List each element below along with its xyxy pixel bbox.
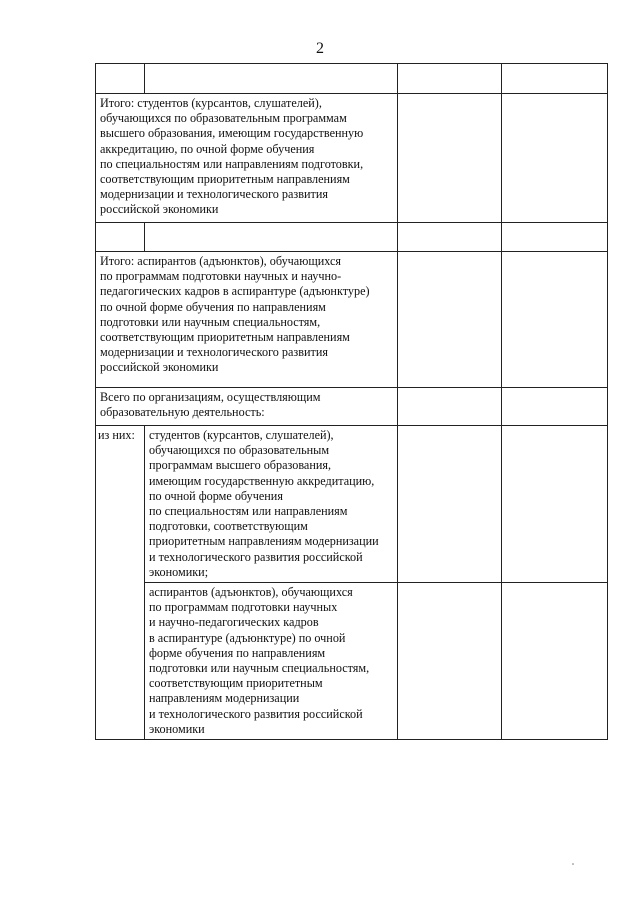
report-table (95, 63, 608, 740)
table-cell (398, 426, 502, 583)
table-cell (398, 388, 502, 426)
table-row-all-organizations (96, 388, 608, 426)
table-row-empty-top (96, 64, 608, 94)
table-row-empty-middle (96, 223, 608, 252)
students-subrow-label: студентов (курсантов, слушателей), обучающихся по образовательным программам высшего образования, имеющим государственную аккредитацию, по очной форме обучения по специальностям или направлениям подготовки, соответствующим приоритетным направлениям модернизации и технологического развития российской экономики; (145, 426, 398, 583)
table-cell (502, 426, 608, 583)
page-number: 2 (316, 40, 324, 57)
all-organizations-label: Всего по организациям, осуществляющим образовательную деятельность: (96, 388, 398, 426)
postgrads-subrow-label: аспирантов (адъюнктов), обучающихся по программам подготовки научных и научно-педагогических кадров в аспирантуре (адъюнктуре) по очной форме обучения по направлениям подготовки или научным специальностям, соответствующим приоритетным направлениям модернизации и технологического развития российской экономики (145, 583, 398, 740)
scan-speck (571, 862, 575, 866)
table-row-total-students (96, 94, 608, 223)
table-row-students-subrow (96, 426, 608, 583)
table-cell (502, 252, 608, 388)
table-cell (398, 64, 502, 94)
table-cell (502, 64, 608, 94)
table-cell (502, 94, 608, 223)
table-cell (502, 583, 608, 740)
table-cell (96, 223, 145, 252)
table-cell (398, 94, 502, 223)
table-cell (502, 388, 608, 426)
table-cell (96, 64, 145, 94)
table-cell (398, 583, 502, 740)
table-row-total-postgrads (96, 252, 608, 388)
table-cell (398, 223, 502, 252)
table-cell (502, 223, 608, 252)
total-postgrads-label: Итого: аспирантов (адъюнктов), обучающихся по программам подготовки научных и научно- педагогических кадров в аспирантуре (адъюнктуре) по очной форме обучения по направлениям подготовки или научным специальностям, соответствующим приоритетным направлениям модернизации и технологического развития российской экономики (96, 252, 398, 388)
table-cell (398, 252, 502, 388)
of-which-label: из них: (96, 426, 145, 740)
table-cell (145, 64, 398, 94)
total-students-label: Итого: студентов (курсантов, слушателей), обучающихся по образовательным программам высшего образования, имеющим государственную аккредитацию, по очной форме обучения по специальностям или направлениям подготовки, соответствующим приоритетным направлениям модернизации и технологического развития российской экономики (96, 94, 398, 223)
table-row-postgrads-subrow (96, 583, 608, 740)
table-cell (145, 223, 398, 252)
